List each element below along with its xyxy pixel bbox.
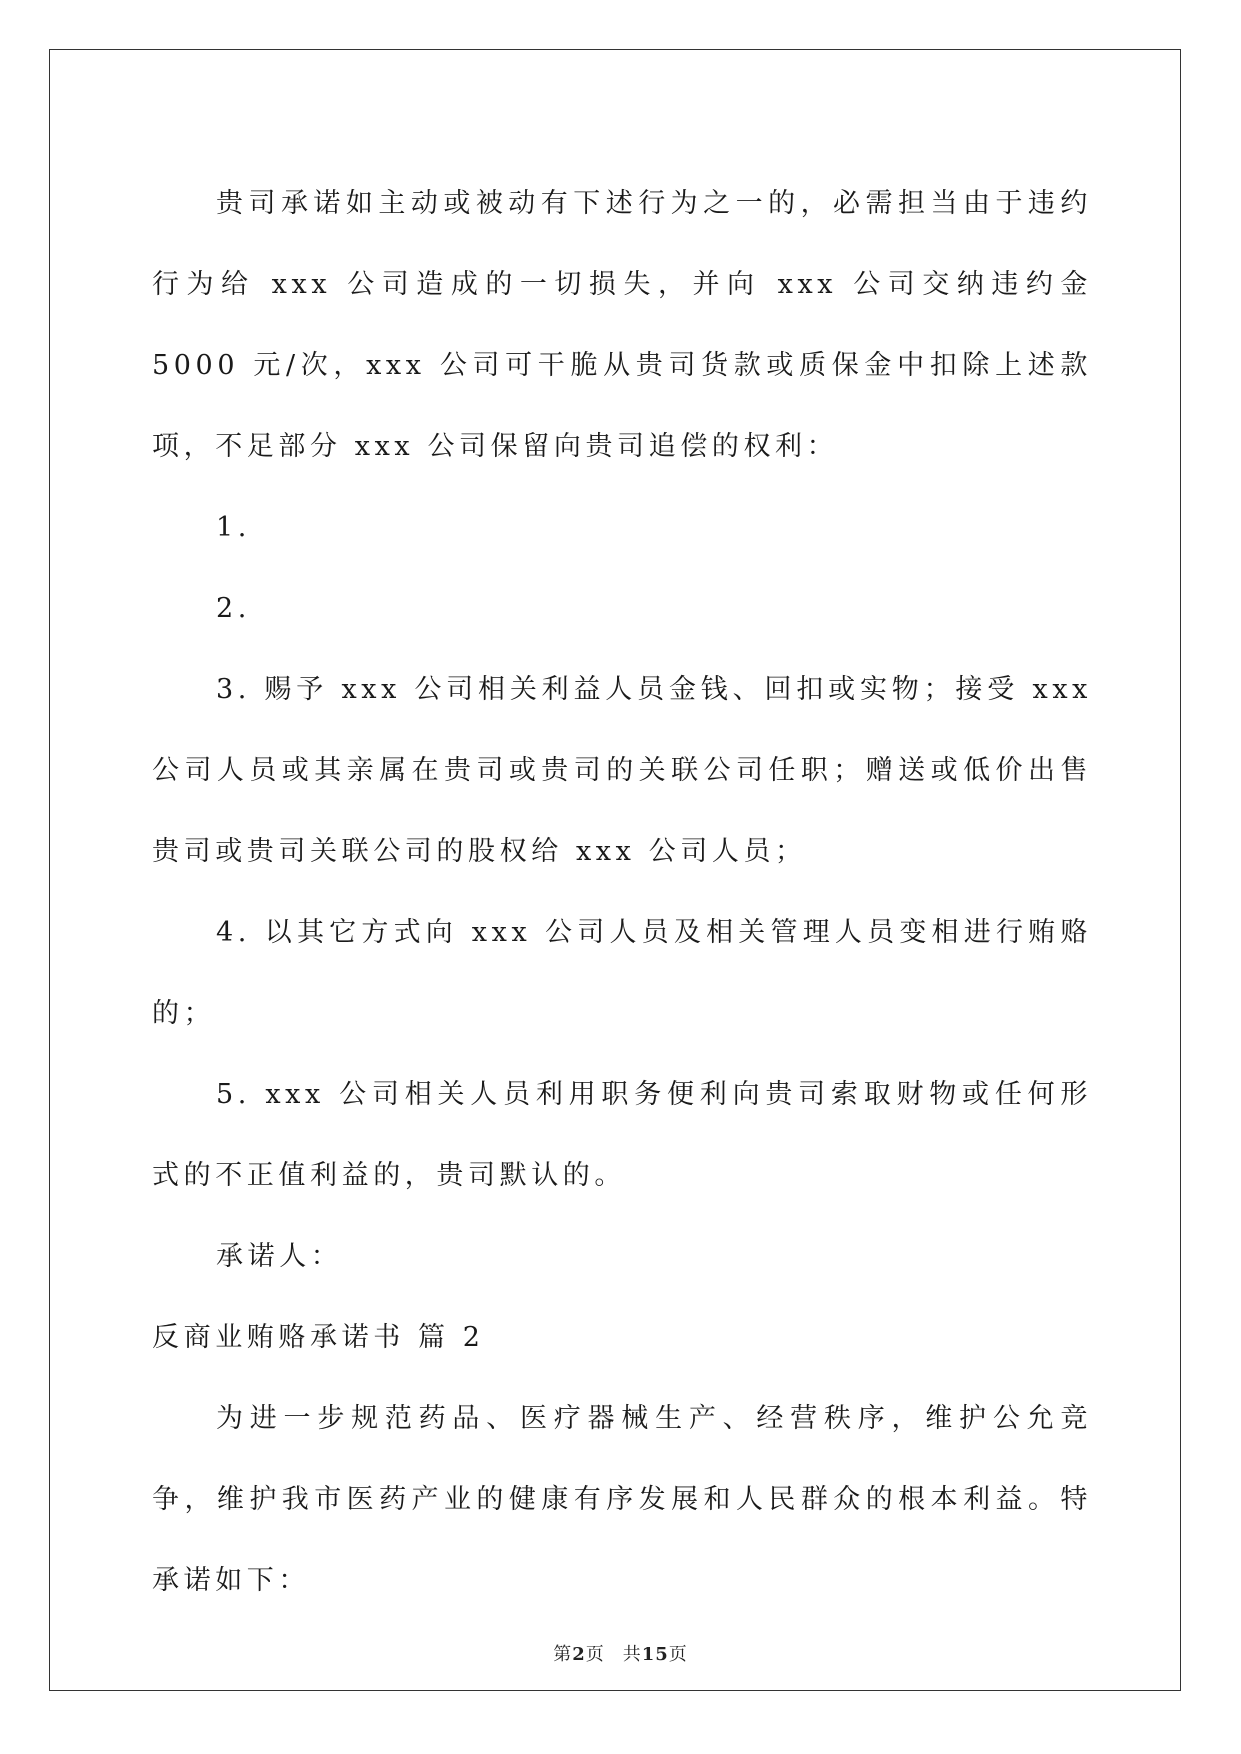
footer-total-suffix: 页 [668, 1644, 688, 1665]
footer-total-prefix: 共 [622, 1644, 642, 1665]
section-heading: 反商业贿赂承诺书 篇 2 [152, 1322, 485, 1353]
document-body [152, 163, 1092, 1621]
paragraph-section-intro: 为进一步规范药品、医疗器械生产、经营秩序，维护公允竞争，维护我市医药产业的健康有序发展和人民群众的根本利益。特承诺如下： [152, 1403, 1092, 1596]
footer-total-pages: 15 [641, 1644, 669, 1665]
footer-page-suffix: 页 [585, 1644, 605, 1665]
page-footer [0, 1640, 1241, 1666]
list-item-1: 1. [216, 512, 251, 543]
list-item-4: 4. 以其它方式向 xxx 公司人员及相关管理人员变相进行贿赂的； [152, 917, 1092, 1029]
footer-prefix: 第 [553, 1644, 573, 1665]
list-item-3: 3. 赐予 xxx 公司相关利益人员金钱、回扣或实物；接受 xxx 公司人员或其亲属在贵司或贵司的关联公司任职；赠送或低价出售贵司或贵司关联公司的股权给 xxx 公司人员； [152, 674, 1092, 867]
footer-page-number: 2 [572, 1644, 586, 1665]
list-item-5: 5. xxx 公司相关人员利用职务便利向贵司索取财物或任何形式的不正值利益的，贵司默认的。 [152, 1079, 1092, 1191]
list-item-2: 2. [216, 593, 251, 624]
signatory-label: 承诺人： [216, 1241, 343, 1272]
paragraph-commitment: 贵司承诺如主动或被动有下述行为之一的，必需担当由于违约行为给 xxx 公司造成的一切损失，并向 xxx 公司交纳违约金 5000 元/次，xxx 公司可干脆从贵司货款或质保金中扣除上述款项，不足部分 xxx 公司保留向贵司追偿的权利： [152, 188, 1092, 462]
